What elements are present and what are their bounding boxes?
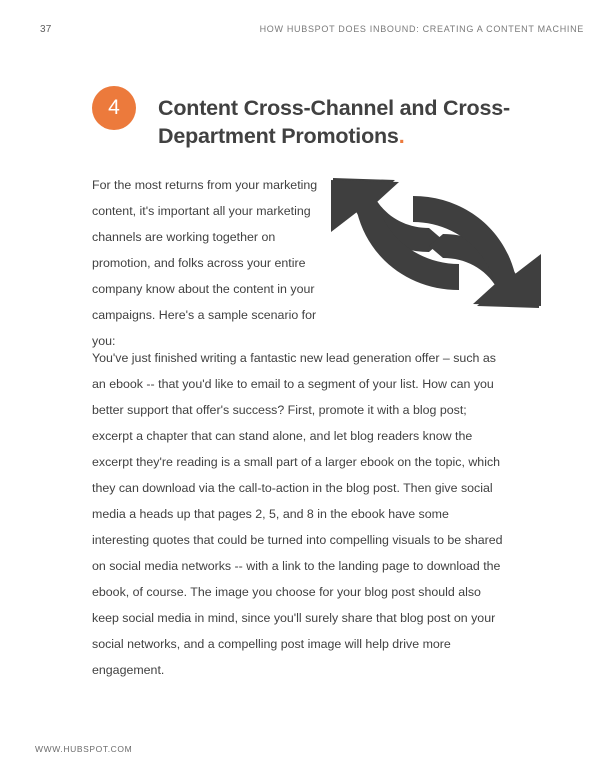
page-title <box>158 94 560 150</box>
running-head: HOW HUBSPOT DOES INBOUND: CREATING A CONTENT MACHINE <box>259 24 584 34</box>
chapter-title-text: Content Cross-Channel and Cross-Department Promotions <box>158 96 510 149</box>
page-number: 37 <box>40 24 52 35</box>
footer-url: WWW.HUBSPOT.COM <box>35 744 133 754</box>
body-paragraph: You've just finished writing a fantastic new lead generation offer – such as an ebook -- that you'd like to email to a segment of your list. How can you better support that offer's success? First, promote it with a blog post; excerpt a chapter that can stand alone, and let blog readers know the excerpt they're reading is a small part of a larger ebook on the topic, which they can download via the call-to-action in the blog post. Then give social media a heads up that pages 2, 5, and 8 in the ebook have some interesting quotes that could be turned into compelling visuals to be shared on social media networks -- with a link to the landing page to download the ebook, of course. The image you choose for your blog post should also keep social media in mind, since you'll surely share that blog post on your social networks, and a compelling post image will help drive more engagement. <box>92 351 503 677</box>
chapter-title-block <box>92 80 560 165</box>
page-header <box>40 24 584 42</box>
cycle-arrows-icon <box>325 168 547 318</box>
chapter-number-badge: 4 <box>92 86 136 130</box>
chapter-title-accent: . <box>398 124 405 149</box>
intro-paragraph: For the most returns from your marketing content, it's important all your marketing channels are working together on promotion, and folks across your entire company know about the content in your campaigns. Here's a sample scenario for you: <box>92 178 318 348</box>
